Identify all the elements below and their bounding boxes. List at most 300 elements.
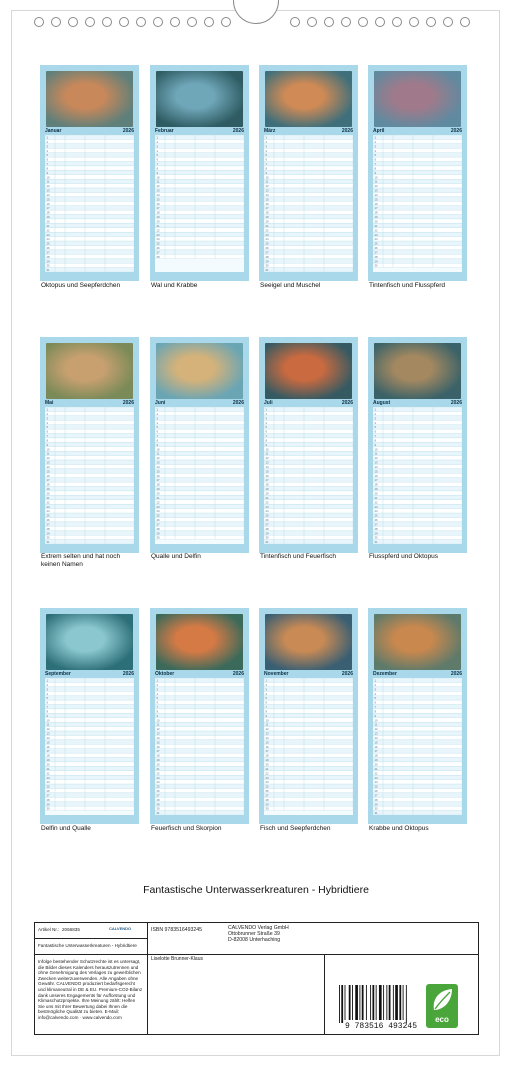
day-number: 15 [46, 197, 50, 202]
day-row [45, 487, 134, 491]
day-number: 29 [265, 531, 269, 536]
day-number: 25 [46, 241, 50, 246]
day-number: 10 [46, 447, 50, 452]
day-row [155, 153, 244, 157]
day-row [373, 700, 462, 704]
day-number: 21 [374, 223, 378, 228]
day-row [45, 731, 134, 735]
month-header [264, 399, 353, 407]
day-number: 16 [156, 473, 160, 478]
day-row [373, 802, 462, 806]
day-number: 9 [265, 170, 268, 175]
day-row [264, 696, 353, 700]
day-number: 10 [156, 175, 160, 180]
day-row [155, 806, 244, 810]
day-row [45, 153, 134, 157]
binding-hole [324, 17, 334, 27]
day-row [264, 718, 353, 722]
day-number: 22 [265, 228, 269, 233]
month-header [155, 670, 244, 678]
day-row [373, 148, 462, 152]
day-number: 12 [46, 727, 50, 732]
day-row [155, 135, 244, 139]
day-number: 2 [374, 411, 377, 416]
day-row [264, 788, 353, 792]
day-number: 23 [156, 232, 160, 237]
binding-hole [409, 17, 419, 27]
day-row [373, 192, 462, 196]
month-photo [374, 71, 461, 127]
day-row [264, 753, 353, 757]
day-number: 1 [46, 407, 49, 412]
day-number: 16 [265, 473, 269, 478]
day-row [155, 456, 244, 460]
day-number: 27 [46, 793, 50, 798]
day-row [264, 434, 353, 438]
day-row [264, 429, 353, 433]
day-row [45, 250, 134, 254]
day-number: 25 [156, 513, 160, 518]
day-row [155, 442, 244, 446]
day-number: 29 [265, 259, 269, 264]
day-row [45, 540, 134, 544]
day-number: 25 [374, 784, 378, 789]
day-row [45, 535, 134, 539]
day-row [373, 788, 462, 792]
day-number: 9 [374, 442, 377, 447]
day-number: 25 [156, 241, 160, 246]
day-number: 5 [156, 153, 159, 158]
month-photo [46, 343, 133, 399]
day-row [264, 407, 353, 411]
month-caption: Oktopus und Seepferdchen [41, 282, 121, 289]
day-row [155, 434, 244, 438]
day-number: 26 [265, 789, 269, 793]
day-number: 6 [46, 700, 49, 705]
month-caption: Fisch und Seepferdchen [260, 825, 331, 832]
day-number: 21 [156, 766, 160, 771]
day-number: 22 [156, 771, 160, 776]
leaf-icon [426, 984, 458, 1016]
day-number: 2 [156, 411, 159, 416]
day-number: 11 [265, 722, 269, 727]
day-row [264, 456, 353, 460]
day-row [264, 771, 353, 775]
day-number: 28 [265, 254, 269, 259]
day-number: 8 [156, 166, 159, 171]
day-row [45, 722, 134, 726]
day-number: 16 [46, 473, 50, 478]
day-row [264, 425, 353, 429]
day-number: 4 [374, 691, 377, 696]
day-row [45, 727, 134, 731]
binding-hole [358, 17, 368, 27]
day-number: 27 [374, 522, 378, 527]
day-row [264, 420, 353, 424]
day-row [373, 713, 462, 717]
day-row [373, 740, 462, 744]
day-number: 19 [265, 215, 269, 220]
day-row [373, 478, 462, 482]
day-grid [155, 678, 244, 815]
day-number: 7 [156, 434, 159, 439]
day-row [155, 735, 244, 739]
month-card-10 [150, 608, 249, 824]
day-row [264, 451, 353, 455]
day-row [373, 201, 462, 205]
day-grid [373, 678, 462, 815]
day-number: 22 [265, 500, 269, 505]
day-number: 13 [156, 731, 160, 736]
day-row [373, 487, 462, 491]
day-row [155, 210, 244, 214]
binding-hole [102, 17, 112, 27]
day-number: 4 [265, 148, 268, 153]
day-number: 10 [374, 447, 378, 452]
day-number: 22 [46, 228, 50, 233]
day-row [45, 460, 134, 464]
day-grid [45, 135, 134, 272]
day-row [264, 793, 353, 797]
day-row [373, 775, 462, 779]
day-row [264, 210, 353, 214]
day-number: 17 [156, 478, 160, 483]
month-year: 2026 [341, 671, 353, 677]
day-row [264, 482, 353, 486]
day-row [155, 482, 244, 486]
day-row [264, 806, 353, 810]
month-name: August [373, 400, 391, 406]
day-row [373, 144, 462, 148]
month-year: 2026 [122, 128, 134, 134]
day-number: 24 [46, 509, 50, 514]
day-number: 23 [46, 504, 50, 509]
day-number: 6 [265, 429, 268, 434]
month-header [373, 127, 462, 135]
day-row [45, 784, 134, 788]
day-row [155, 709, 244, 713]
day-row [373, 215, 462, 219]
day-number: 24 [374, 509, 378, 514]
day-number: 16 [265, 744, 269, 749]
day-row [373, 206, 462, 210]
day-row [373, 153, 462, 157]
month-photo [265, 614, 352, 670]
publisher-name: CALVENDO Verlag GmbH [228, 925, 289, 931]
day-number: 15 [156, 197, 160, 202]
day-number: 12 [374, 727, 378, 732]
binding-hole [392, 17, 402, 27]
day-row [373, 509, 462, 513]
day-row [155, 749, 244, 753]
day-number: 8 [374, 709, 377, 714]
day-row [373, 184, 462, 188]
day-number: 13 [46, 731, 50, 736]
binding-hole [426, 17, 436, 27]
day-row [45, 691, 134, 695]
day-number: 3 [265, 144, 268, 149]
day-row [373, 535, 462, 539]
month-card-2 [150, 65, 249, 281]
day-number: 19 [265, 758, 269, 763]
day-number: 18 [46, 210, 50, 215]
day-row [45, 434, 134, 438]
day-number: 31 [156, 811, 160, 815]
day-row [264, 464, 353, 468]
day-row [45, 144, 134, 148]
day-row [45, 245, 134, 249]
day-number: 30 [374, 535, 378, 540]
calvendo-logo: CALVENDO [109, 926, 132, 931]
day-row [373, 416, 462, 420]
day-number: 16 [374, 744, 378, 749]
month-header [264, 127, 353, 135]
day-row [373, 434, 462, 438]
day-number: 30 [265, 263, 269, 268]
day-row [373, 682, 462, 686]
day-row [264, 749, 353, 753]
binding-hole [221, 17, 231, 27]
day-number: 24 [265, 237, 269, 242]
isbn: ISBN 9783516493245 [151, 927, 203, 933]
day-row [264, 705, 353, 709]
day-number: 13 [265, 188, 269, 193]
day-number: 11 [265, 179, 269, 184]
day-number: 15 [265, 197, 269, 202]
day-row [45, 268, 134, 272]
day-row [264, 487, 353, 491]
day-row [155, 771, 244, 775]
day-row [264, 531, 353, 535]
day-row [45, 263, 134, 267]
day-number: 15 [374, 469, 378, 474]
day-number: 1 [374, 407, 377, 412]
day-number: 10 [156, 718, 160, 723]
day-row [45, 806, 134, 810]
day-number: 8 [46, 166, 49, 171]
day-row [264, 687, 353, 691]
day-number: 19 [46, 215, 50, 220]
day-number: 27 [156, 522, 160, 527]
day-number: 21 [46, 495, 50, 500]
day-row [264, 263, 353, 267]
day-row [45, 687, 134, 691]
day-row [45, 735, 134, 739]
day-row [373, 678, 462, 682]
day-row [373, 473, 462, 477]
day-number: 5 [374, 153, 377, 158]
day-number: 7 [156, 705, 159, 710]
day-number: 8 [265, 709, 268, 714]
day-row [45, 148, 134, 152]
month-header [373, 399, 462, 407]
day-row [155, 687, 244, 691]
day-row [155, 192, 244, 196]
day-number: 20 [46, 491, 50, 496]
day-number: 30 [265, 535, 269, 540]
day-number: 9 [374, 713, 377, 718]
day-row [45, 447, 134, 451]
day-number: 27 [374, 793, 378, 798]
binding-hole [34, 17, 44, 27]
article-label: Artikel Nr.: [38, 927, 60, 932]
day-row [264, 491, 353, 495]
day-number: 14 [46, 192, 50, 197]
day-row [155, 429, 244, 433]
day-row [45, 700, 134, 704]
day-row [373, 540, 462, 544]
day-row [264, 188, 353, 192]
day-number: 8 [374, 438, 377, 443]
day-row [155, 788, 244, 792]
day-number: 16 [46, 201, 50, 206]
day-row [155, 469, 244, 473]
day-row [45, 170, 134, 174]
day-grid [373, 407, 462, 544]
day-row [45, 184, 134, 188]
day-row [45, 713, 134, 717]
day-row [373, 210, 462, 214]
day-number: 16 [46, 744, 50, 749]
day-row [373, 705, 462, 709]
binding-hole [51, 17, 61, 27]
day-row [264, 504, 353, 508]
day-row [45, 797, 134, 801]
day-row [264, 780, 353, 784]
day-row [264, 447, 353, 451]
day-row [155, 166, 244, 170]
day-row [264, 254, 353, 258]
day-number: 15 [46, 469, 50, 474]
day-row [155, 425, 244, 429]
day-number: 22 [46, 771, 50, 776]
day-row [373, 166, 462, 170]
month-name: Juli [264, 400, 273, 406]
day-row [264, 157, 353, 161]
day-row [373, 793, 462, 797]
day-number: 14 [265, 735, 269, 740]
day-number: 8 [265, 438, 268, 443]
day-row [45, 259, 134, 263]
day-number: 7 [265, 434, 268, 439]
day-row [155, 784, 244, 788]
day-number: 19 [374, 758, 378, 763]
day-row [45, 478, 134, 482]
day-number: 22 [374, 500, 378, 505]
day-row [373, 780, 462, 784]
month-year: 2026 [450, 671, 462, 677]
day-number: 24 [46, 237, 50, 242]
day-number: 11 [156, 722, 160, 727]
month-photo [156, 343, 243, 399]
day-row [264, 237, 353, 241]
day-row [264, 215, 353, 219]
day-number: 4 [265, 420, 268, 425]
day-number: 17 [156, 206, 160, 211]
day-row [373, 223, 462, 227]
day-number: 27 [156, 250, 160, 255]
day-row [373, 513, 462, 517]
day-number: 9 [265, 442, 268, 447]
day-number: 13 [156, 460, 160, 465]
day-number: 13 [46, 188, 50, 193]
day-grid [155, 407, 244, 544]
day-row [264, 517, 353, 521]
day-row [264, 535, 353, 539]
day-row [264, 509, 353, 513]
day-row [155, 232, 244, 236]
day-number: 16 [374, 201, 378, 206]
day-row [155, 438, 244, 442]
day-number: 9 [46, 170, 49, 175]
day-row [155, 241, 244, 245]
day-number: 25 [374, 513, 378, 518]
day-row [155, 144, 244, 148]
month-card-12 [368, 608, 467, 824]
day-row [45, 749, 134, 753]
day-number: 30 [46, 806, 50, 811]
day-row [155, 407, 244, 411]
day-number: 23 [265, 232, 269, 237]
month-photo [265, 71, 352, 127]
month-card-1 [40, 65, 139, 281]
day-row [155, 793, 244, 797]
day-number: 11 [46, 722, 50, 727]
day-row [155, 705, 244, 709]
day-number: 5 [156, 425, 159, 430]
month-photo [156, 71, 243, 127]
day-row [264, 744, 353, 748]
day-number: 28 [46, 526, 50, 531]
day-number: 27 [156, 793, 160, 798]
day-row [45, 709, 134, 713]
day-number: 28 [374, 797, 378, 802]
day-number: 7 [156, 162, 159, 167]
day-number: 6 [265, 700, 268, 705]
eco-label: eco [435, 1015, 449, 1024]
day-number: 9 [46, 442, 49, 447]
day-number: 16 [156, 744, 160, 749]
day-number: 9 [265, 713, 268, 718]
day-row [264, 797, 353, 801]
day-row [45, 491, 134, 495]
day-row [45, 197, 134, 201]
day-number: 8 [265, 166, 268, 171]
month-card-7 [259, 337, 358, 553]
day-number: 26 [156, 518, 160, 522]
day-row [45, 157, 134, 161]
day-number: 17 [374, 749, 378, 754]
day-row [45, 678, 134, 682]
day-row [45, 766, 134, 770]
day-row [264, 179, 353, 183]
binding-hole [68, 17, 78, 27]
day-row [373, 451, 462, 455]
day-row [45, 254, 134, 258]
day-row [373, 504, 462, 508]
day-number: 2 [374, 682, 377, 687]
month-name: Januar [45, 128, 62, 134]
day-row [155, 219, 244, 223]
day-number: 28 [265, 797, 269, 802]
legal-text: Infolge bestehender Schutzrechte ist es untersagt, die Bilder dieses Kalenders herauszutrennen und ohne Genehmigung des Verlages zu gewerblichen Zwecken weiterzuverwenden. Alle Angaben ohne Gewähr. CALVENDO produziert bedarfsgerecht und klimaneutral in DE & EU. Premium-CO2-Bilanz dank unseres Engagements für Aufforstung und Klimaschutzprojekte. Ihre Meinung zählt: Helfen Sie uns mit Ihrer Bewertung dabei Ihnen die bestmögliche Qualität zu bieten. E-Mail: info@calvendo.com · www.calvendo.com [38, 959, 143, 1020]
binding-hole [341, 17, 351, 27]
day-number: 2 [265, 139, 268, 144]
month-year: 2026 [232, 400, 244, 406]
day-row [45, 416, 134, 420]
day-number: 5 [156, 696, 159, 701]
day-row [155, 678, 244, 682]
